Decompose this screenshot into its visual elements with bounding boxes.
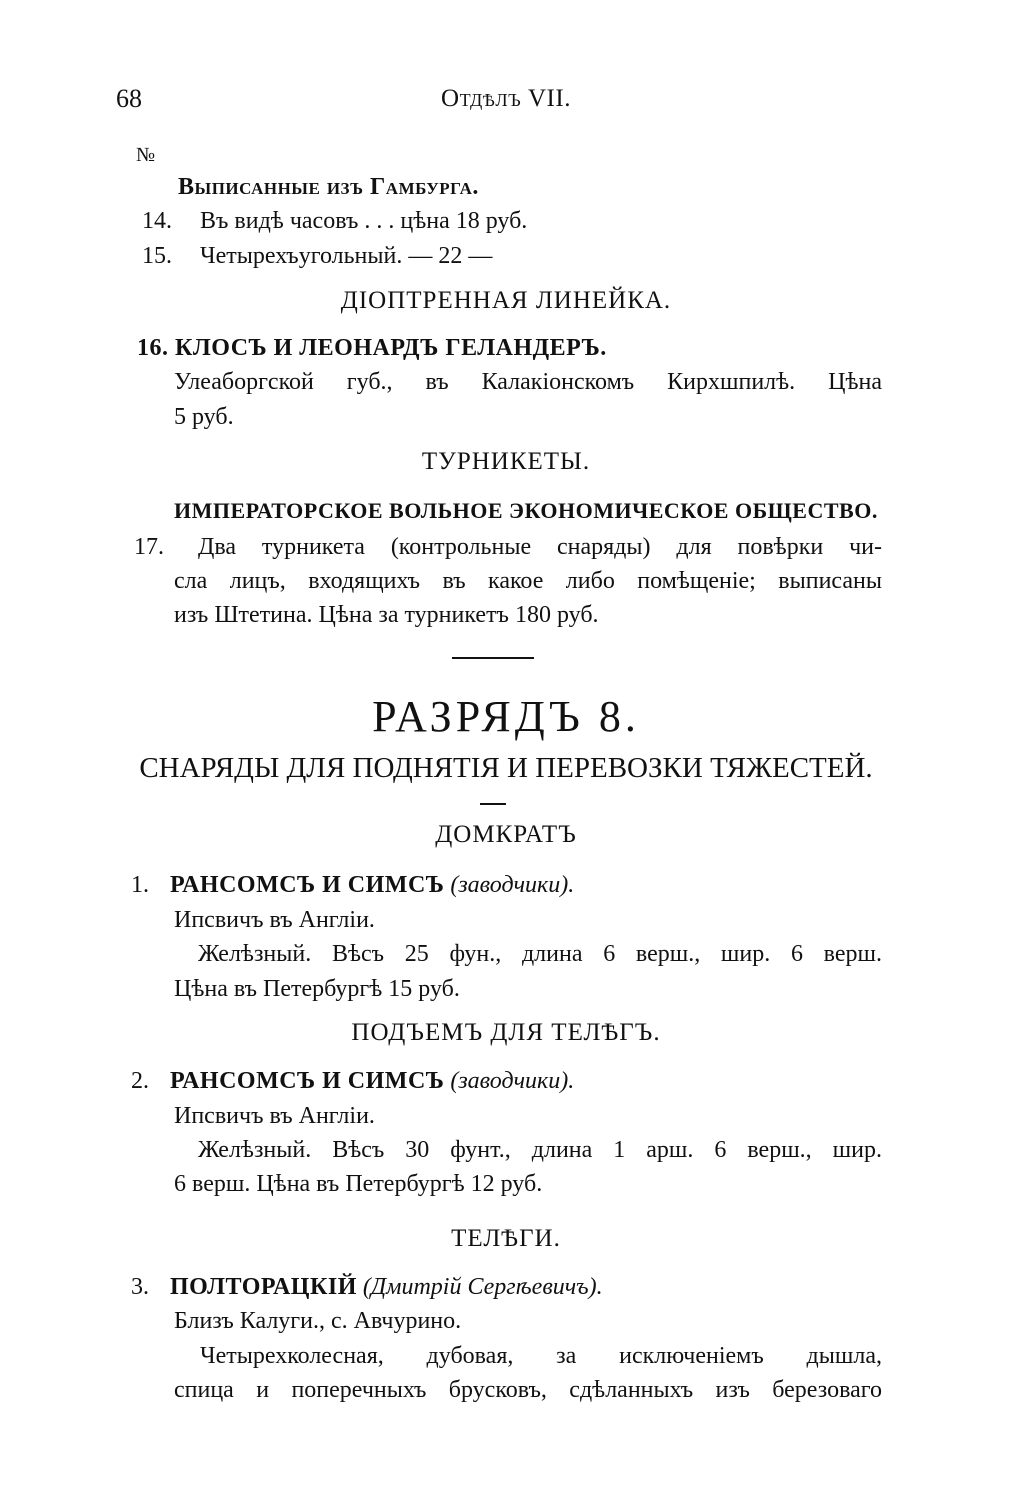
class-8-subtitle: СНАРЯДЫ ДЛЯ ПОДНЯТІЯ И ПЕРЕВОЗКИ ТЯЖЕСТЕЙ. xyxy=(139,752,873,784)
jack-place: Ипсвичъ въ Англіи. xyxy=(174,907,375,933)
turnstiles-line-1: Два турникета (контрольные снаряды) для повѣрки чи- xyxy=(198,534,882,560)
diopter-heading: ДІОПТРЕННАЯ ЛИНЕЙКА. xyxy=(340,287,672,314)
cart-lift-role: (заводчики). xyxy=(450,1068,575,1094)
page-number: 68 xyxy=(116,84,142,113)
cart-lift-number: 2. xyxy=(131,1068,149,1094)
class-8-title: РАЗРЯДЪ 8. xyxy=(372,692,640,741)
jack-line-1: Желѣзный. Вѣсъ 25 фун., длина 6 верш., шир. 6 верш. xyxy=(198,941,882,967)
jack-role: (заводчики). xyxy=(450,872,575,898)
hamburg-heading: Выписанные изъ Гамбурга. xyxy=(178,174,479,200)
item-14-number: 14. xyxy=(142,208,172,234)
turnstiles-maker: ИМПЕРАТОРСКОЕ ВОЛЬНОЕ ЭКОНОМИЧЕСКОЕ ОБЩЕСТВО. xyxy=(174,498,878,523)
diopter-line-2: 5 руб. xyxy=(174,404,234,430)
cart-lift-maker: РАНСОМСЪ И СИМСЪ xyxy=(170,1068,445,1094)
carts-heading: ТЕЛѢГИ. xyxy=(451,1225,561,1252)
turnstiles-heading: ТУРНИКЕТЫ. xyxy=(421,448,591,475)
cart-lift-line-2: 6 верш. Цѣна въ Петербургѣ 12 руб. xyxy=(174,1171,543,1197)
item-17-number: 17. xyxy=(134,534,164,560)
item-14-text: Въ видѣ часовъ . . . цѣна 18 руб. xyxy=(200,208,528,234)
cart-lift-heading: ПОДЪЕМЪ ДЛЯ ТЕЛѢГЪ. xyxy=(351,1019,661,1046)
short-rule xyxy=(480,803,506,805)
item-15-number: 15. xyxy=(142,243,172,269)
jack-entry xyxy=(170,870,574,900)
turnstiles-line-2: сла лицъ, входящихъ въ какое либо помѣщеніе; выписаны xyxy=(174,568,882,594)
carts-line-2: спица и поперечныхъ брусковъ, сдѣланныхъ изъ березоваго xyxy=(174,1377,882,1403)
section-divider xyxy=(452,657,534,659)
cart-lift-line-1: Желѣзный. Вѣсъ 30 фунт., длина 1 арш. 6 верш., шир. xyxy=(198,1137,882,1163)
jack-line-2: Цѣна въ Петербургѣ 15 руб. xyxy=(174,976,460,1002)
jack-heading: ДОМКРАТЪ xyxy=(435,821,577,848)
diopter-maker: 16. КЛОСЪ И ЛЕОНАРДЪ ГЕЛАНДЕРЪ. xyxy=(137,335,607,361)
carts-number: 3. xyxy=(131,1274,149,1300)
item-15-text: Четырехъугольный. — 22 — xyxy=(200,243,493,269)
numero-sign: № xyxy=(136,144,156,166)
running-title: Отдѣлъ VII. xyxy=(441,85,571,112)
carts-place: Близъ Калуги., с. Авчурино. xyxy=(174,1308,462,1334)
carts-maker: ПОЛТОРАЦКІЙ xyxy=(170,1274,357,1300)
carts-role: (Дмитрій Сергѣевичъ). xyxy=(362,1274,603,1300)
turnstiles-line-3: изъ Штетина. Цѣна за турникетъ 180 руб. xyxy=(174,602,599,628)
carts-line-1: Четырехколесная, дубовая, за исключеніемъ дышла, xyxy=(200,1343,882,1369)
jack-number: 1. xyxy=(131,872,149,898)
diopter-line-1: Улеаборгской губ., въ Калакіонскомъ Кирхшпилѣ. Цѣна xyxy=(174,369,882,395)
jack-maker: РАНСОМСЪ И СИМСЪ xyxy=(170,872,445,898)
carts-entry xyxy=(170,1272,603,1302)
cart-lift-place: Ипсвичъ въ Англіи. xyxy=(174,1103,375,1129)
cart-lift-entry xyxy=(170,1066,574,1096)
